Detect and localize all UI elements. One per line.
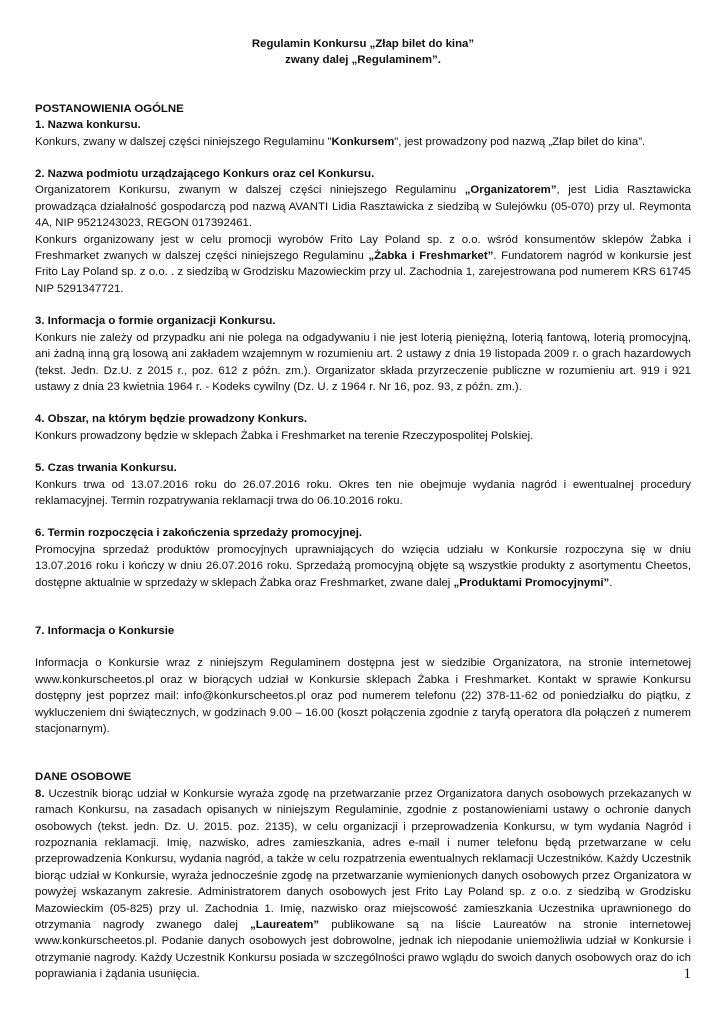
general-provisions-heading: POSTANOWIENIA OGÓLNE <box>35 102 184 115</box>
section-4-heading: 4. Obszar, na którym będzie prowadzony Konkurs. <box>35 413 308 426</box>
section-7-text: Informacja o Konkursie wraz z niniejszym Regulaminem dostępna jest w siedzibie Organizatora, na stronie internetowej www.konkurscheetos.pl oraz w biorących udział w Konkursie sklepach Żabka i Freshmarket. Kontakt w sprawie Konkursu dostępny jest poprzez mail: info@konkurscheetos.pl oraz pod numerem telefonu (22) 378-11-62 od poniedziałku do piątku, z wykluczeniem dni świątecznych, w godzinach 9.00 – 16.00 (koszt połączenia zgodnie z taryfą operatora dla połączeń z numerem stacjonarnym). <box>35 657 691 735</box>
document-subtitle: zwany dalej „Regulaminem”. <box>285 54 441 67</box>
section-2-paragraph-1: Organizatorem Konkursu, zwanym w dalszej części niniejszego Regulaminu „Organizatorem”, jest Lidia Rasztawicka prowadząca działalność gospodarczą pod nazwą AVANTI Lidia Rasztawicka z siedzibą w Sulejówku (05-070) przy ul. Reymonta 4A, NIP 9521243023, REGON 017392461. <box>35 184 691 230</box>
section-6-text: Promocyjna sprzedaż produktów promocyjnych uprawniających do wzięcia udziału w Konkursie rozpoczyna się w dniu 13.07.2016 roku i kończy w dniu 26.07.2016 roku. Sprzedażą promocyjną objęte są wszystkie produkty z asortymentu Cheetos, dostępne aktualnie w sprzedaży w sklepach Żabka oraz Freshmarket, zwane dalej „Produktami Promocyjnymi”. <box>35 543 691 589</box>
section-5-heading: 5. Czas trwania Konkursu. <box>35 462 177 475</box>
section-3-heading: 3. Informacja o formie organizacji Konkursu. <box>35 315 276 328</box>
section-8-text: 8. Uczestnik biorąc udział w Konkursie wyraża zgodę na przetwarzanie przez Organizatora danych osobowych przekazanych w ramach Konkursu, na zasadach opisanych w niniejszym Regulaminie, zgodnie z postanowieniami ustawy o ochronie danych osobowych (tekst. jedn. Dz. U. 2015. poz. 2135), w celu organizacji i przeprowadzenia Konkursu, w tym wydania Nagród i rozpoznania reklamacji. Imię, nazwisko, adres zamieszkania, adres e-mail i numer telefonu będą przetwarzane w celu przeprowadzenia Konkursu, wydania nagród, a także w celu rozpatrzenia ewentualnych reklamacji Uczestników. Każdy Uczestnik biorąc udział w Konkursie, wyraża jednocześnie zgodę na przetwarzanie wymienionych danych osobowych przez Organizatora w powyżej wskazanym zakresie. Administratorem danych osobowych jest Frito Lay Poland sp. z o.o. z siedzibą w Grodzisku Mazowieckim (05-825) przy ul. Zachodnia 1. Imię, nazwisko oraz miejscowość zamieszkania Uczestnika uprawnionego do otrzymania nagrody zwanego dalej „Laureatem” publikowane są na liście Laureatów na stronie internetowej www.konkurscheetos.pl. Podanie danych osobowych jest dobrowolne, jednak ich niepodanie uniemożliwia udział w Konkursie i otrzymanie nagrody. Każdy Uczestnik Konkursu posiada w szczególności prawo wglądu do swoich danych osobowych oraz do ich poprawiania i żądania usunięcia. <box>35 787 691 981</box>
personal-data-heading: DANE OSOBOWE <box>35 771 132 784</box>
section-3-text: Konkurs nie zależy od przypadku ani nie polega na odgadywaniu i nie jest loterią pieniężną, loterią fantową, loterią promocyjną, ani żadną inną grą losową ani zakładem wzajemnym w rozumieniu art. 2 ustawy z dnia 19 listopada 2009 r. o grach hazardowych (tekst. Jedn. Dz.U. z 2015 r., poz. 612 z późn. zm.). Organizator składa przyrzeczenie publiczne w rozumieniu art. 919 i 921 ustawy z dnia 23 kwietnia 1964 r. - Kodeks cywilny (Dz. U. z 1964 r. Nr 16, poz. 93, z późn. zm.). <box>35 331 691 393</box>
section-1-text: Konkurs, zwany w dalszej części niniejszego Regulaminu "Konkursem", jest prowadzony pod nazwą „Złap bilet do kina”. <box>35 135 646 148</box>
section-6-heading: 6. Termin rozpoczęcia i zakończenia sprzedaży promocyjnej. <box>35 527 363 540</box>
section-2-heading: 2. Nazwa podmiotu urządzającego Konkurs oraz cel Konkursu. <box>35 168 375 181</box>
section-5-text: Konkurs trwa od 13.07.2016 roku do 26.07.2016 roku. Okres ten nie obejmuje wydania nagród i ewentualnej procedury reklamacyjnej. Termin rozpatrywania reklamacji trwa do 06.10.2016 roku. <box>35 478 691 507</box>
document-title: Regulamin Konkursu „Złap bilet do kina” <box>251 38 475 50</box>
section-2-paragraph-2: Konkurs organizowany jest w celu promocji wyrobów Frito Lay Poland sp. z o.o. wśród konsumentów sklepów Żabka i Freshmarket zwanych w dalszej części niniejszego Regulaminu „Żabka i Freshmarket”. Fundatorem nagród w konkursie jest Frito Lay Poland sp. z o.o. . z siedzibą w Grodzisku Mazowieckim przy ul. Zachodnia 1, zarejestrowana pod numerem KRS 61745 NIP 5291347721. <box>35 233 691 295</box>
section-4-text: Konkurs prowadzony będzie w sklepach Żabka i Freshmarket na terenie Rzeczypospolitej Polskiej. <box>35 429 534 442</box>
section-1-heading: 1. Nazwa konkursu. <box>35 119 141 132</box>
document-page <box>35 36 691 983</box>
page-number: 1 <box>683 966 691 982</box>
section-7-heading: 7. Informacja o Konkursie <box>35 624 175 637</box>
